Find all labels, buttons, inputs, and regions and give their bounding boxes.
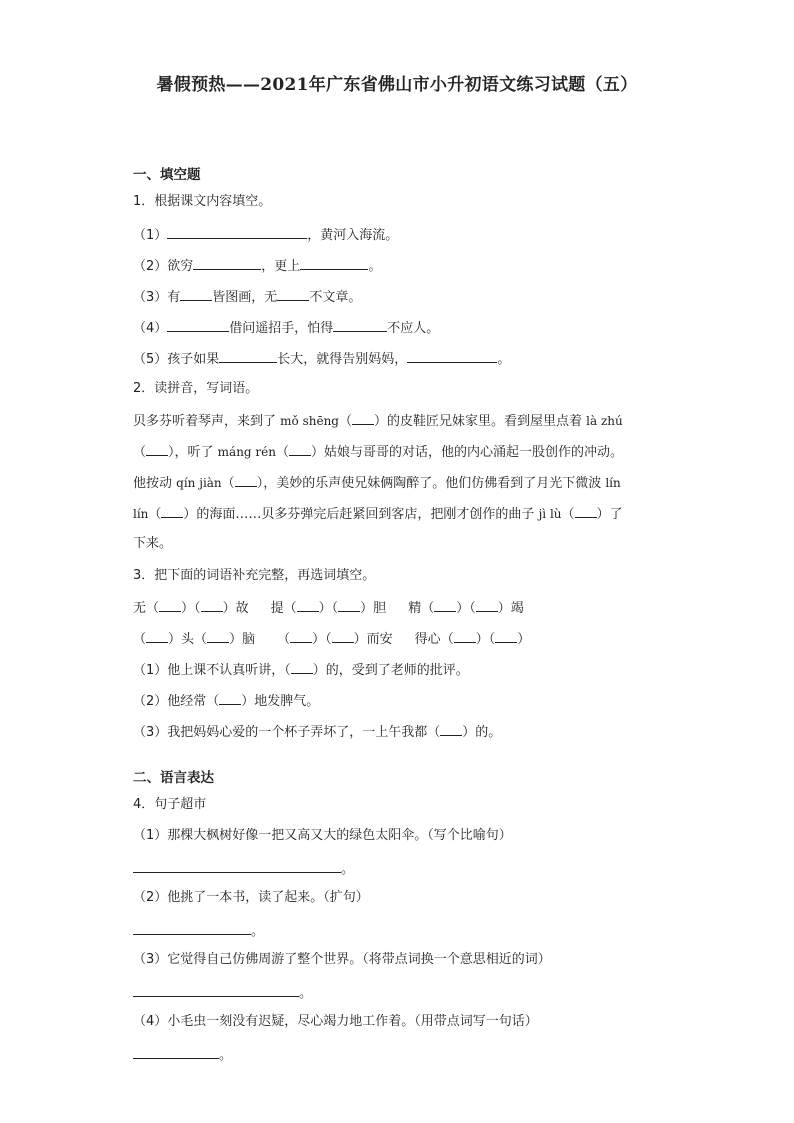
- answer-blank[interactable]: [332, 629, 354, 643]
- section-heading-fill-in: 一、填空题: [133, 167, 201, 183]
- paren: ）: [456, 601, 470, 616]
- answer-blank[interactable]: [434, 598, 456, 612]
- answer-blank[interactable]: [207, 629, 229, 643]
- paren: （: [440, 632, 454, 647]
- period: 。: [219, 1048, 233, 1063]
- q4-answer-line-3: [133, 982, 312, 1003]
- passage-text: 他按动: [133, 476, 173, 491]
- answer-blank[interactable]: [575, 504, 597, 518]
- q4-item-2: （2）他挑了一本书，读了起来。（扩句）: [133, 890, 369, 905]
- answer-blank[interactable]: [291, 660, 313, 674]
- item-text: 借问遥招手，怕得: [229, 321, 334, 336]
- question-4-stem: 4．句子超市: [133, 797, 207, 812]
- paren: （: [284, 663, 291, 678]
- pinyin: qín jiàn: [176, 476, 222, 490]
- item-number: （4）: [133, 321, 168, 336]
- item-text: ，黄河入海流。: [307, 228, 399, 243]
- q1-item-2: [133, 255, 381, 276]
- paren: （: [331, 601, 339, 616]
- answer-blank[interactable]: [159, 598, 181, 612]
- question-2-stem: 2．读拼音，写词语。: [133, 381, 259, 396]
- item-text: 欲穷: [167, 259, 194, 274]
- answer-blank[interactable]: [300, 255, 368, 270]
- answer-blank[interactable]: [133, 1044, 219, 1059]
- answer-blank[interactable]: [440, 722, 462, 736]
- q4-item-1: （1）那棵大枫树好像一把又高又大的绿色太阳伞。（写个比喻句）: [133, 828, 512, 843]
- period: 。: [251, 924, 265, 939]
- q3-sentence-1: [133, 660, 469, 680]
- idiom-char: 而安: [366, 632, 393, 647]
- q4-answer-line-1: [133, 858, 354, 879]
- sentence-text: ）的，受到了老师的批评。: [312, 663, 469, 678]
- passage-text: ）的皮鞋匠兄妹家里。看到屋里点着: [374, 414, 583, 429]
- item-text: 。: [368, 259, 382, 274]
- q1-item-4: [133, 317, 439, 338]
- item-number: （1）: [133, 228, 168, 243]
- paren: （: [133, 445, 147, 460]
- paren: （: [325, 632, 332, 647]
- paren: （: [133, 632, 147, 647]
- q4-answer-line-2: [133, 920, 264, 941]
- pinyin: là zhú: [586, 414, 623, 428]
- paren: ）: [318, 601, 332, 616]
- paren: （: [206, 694, 220, 709]
- idiom-char: 故: [235, 601, 249, 616]
- item-text: 不应人。: [387, 321, 440, 336]
- paren: （: [561, 507, 575, 522]
- item-text: 有: [167, 290, 181, 305]
- paren: ）: [229, 632, 243, 647]
- passage-text: ）姑娘与哥哥的对话，他的内心涌起一股创作的冲动。: [311, 445, 624, 460]
- item-number: （2）: [133, 259, 168, 274]
- answer-blank[interactable]: [290, 629, 312, 643]
- sentence-text: （2）他经常: [133, 694, 207, 709]
- answer-blank[interactable]: [167, 224, 307, 239]
- answer-blank[interactable]: [219, 691, 241, 705]
- idiom-char: 得心: [414, 632, 441, 647]
- section-heading-expression: 二、语言表达: [133, 770, 214, 786]
- passage-text: ）了: [596, 507, 623, 522]
- sentence-text: （1）他上课不认真听讲，: [133, 663, 285, 678]
- question-1-stem: 1．根据课文内容填空。: [133, 194, 272, 209]
- paren: （: [283, 601, 297, 616]
- paren: ）: [222, 601, 236, 616]
- pinyin: mǒ shēng: [280, 414, 339, 428]
- answer-blank[interactable]: [193, 255, 261, 270]
- paren: ）: [497, 601, 511, 616]
- answer-blank[interactable]: [235, 473, 257, 487]
- paren: （: [146, 601, 160, 616]
- idiom-char: 无: [133, 601, 147, 616]
- q3-idioms-row-2: [133, 629, 530, 649]
- answer-blank[interactable]: [352, 411, 374, 425]
- sentence-text: ）地发脾气。: [241, 694, 320, 709]
- answer-blank[interactable]: [219, 348, 277, 363]
- paren: ）: [353, 632, 367, 647]
- answer-blank[interactable]: [495, 629, 517, 643]
- paren: （: [338, 414, 352, 429]
- q2-paragraph-line-5: 下来。: [133, 536, 173, 551]
- answer-blank[interactable]: [161, 504, 183, 518]
- answer-blank[interactable]: [133, 858, 341, 873]
- answer-blank[interactable]: [133, 920, 251, 935]
- q3-idioms-row-1: [133, 598, 524, 618]
- q2-paragraph-line-2: [133, 442, 623, 462]
- q1-item-5: [133, 348, 510, 369]
- answer-blank[interactable]: [407, 348, 497, 363]
- paren: （: [469, 601, 476, 616]
- paren: （: [277, 632, 291, 647]
- period: 。: [341, 862, 355, 877]
- q2-paragraph-line-3: [133, 473, 621, 493]
- idiom-char: 头: [181, 632, 195, 647]
- paren: （: [194, 601, 201, 616]
- q1-item-3: [133, 286, 361, 307]
- pinyin: lín: [605, 476, 621, 490]
- q4-item-3: （3）它觉得自己仿佛周游了整个世界。（将带点词换一个意思相近的词）: [133, 952, 551, 967]
- item-text: 皆图画，无: [212, 290, 278, 305]
- item-text: 不文章。: [309, 290, 362, 305]
- paren: ）: [312, 632, 326, 647]
- passage-text: ）的海面……贝多芬弹完后赶紧回到客店，把刚才创作的曲子: [183, 507, 535, 522]
- answer-blank[interactable]: [146, 442, 168, 456]
- idiom-char: 竭: [510, 601, 524, 616]
- q1-item-1: [133, 224, 398, 245]
- answer-blank[interactable]: [180, 286, 212, 301]
- answer-blank[interactable]: [297, 598, 319, 612]
- question-3-stem: 3．把下面的词语补充完整，再选词填空。: [133, 568, 376, 583]
- paren: （: [427, 725, 441, 740]
- q3-sentence-2: [133, 691, 319, 711]
- answer-blank[interactable]: [454, 629, 476, 643]
- item-text: 长大，就得告别妈妈，: [277, 352, 408, 367]
- paren: （: [221, 476, 235, 491]
- paren: （: [148, 507, 162, 522]
- paren: ）: [475, 632, 489, 647]
- answer-blank[interactable]: [133, 982, 299, 997]
- answer-blank[interactable]: [333, 317, 387, 332]
- q3-sentence-3: [133, 722, 501, 742]
- pinyin: jì lù: [538, 507, 562, 521]
- paren: （: [276, 445, 290, 460]
- paren: ）: [168, 632, 182, 647]
- paren: ）: [360, 601, 374, 616]
- paren: （: [421, 601, 435, 616]
- paren: ）: [517, 632, 531, 647]
- pinyin: máng rén: [217, 445, 276, 459]
- sentence-text: （3）我把妈妈心爱的一个杯子弄坏了，一上午我都: [133, 725, 428, 740]
- answer-blank[interactable]: [338, 598, 360, 612]
- page-title: 暑假预热——2021年广东省佛山市小升初语文练习试题（五）: [156, 75, 638, 95]
- q4-item-4: （4）小毛虫一刻没有迟疑，尽心竭力地工作着。（用带点词写一句话）: [133, 1014, 538, 1029]
- answer-blank[interactable]: [167, 317, 229, 332]
- passage-text: ），美妙的乐声使兄妹俩陶醉了。他们仿佛看到了月光下微波: [256, 476, 602, 491]
- item-number: （5）: [133, 352, 168, 367]
- item-text: ，更上: [261, 259, 301, 274]
- paren: ）: [181, 601, 195, 616]
- paren: （: [488, 632, 496, 647]
- sentence-text: ）的。: [462, 725, 502, 740]
- idiom-char: 提: [270, 601, 284, 616]
- q2-paragraph-line-4: [133, 504, 623, 524]
- passage-text: 贝多芬听着琴声，来到了: [133, 414, 277, 429]
- paren: （: [194, 632, 208, 647]
- answer-blank[interactable]: [476, 598, 498, 612]
- idiom-char: 精: [408, 601, 422, 616]
- q2-paragraph-line-1: [133, 411, 623, 431]
- item-text: 。: [497, 352, 511, 367]
- idiom-char: 脑: [242, 632, 256, 647]
- period: 。: [299, 986, 313, 1001]
- pinyin: lín: [133, 507, 149, 521]
- answer-blank[interactable]: [201, 598, 223, 612]
- answer-blank[interactable]: [146, 629, 168, 643]
- q4-answer-line-4: [133, 1044, 232, 1065]
- idiom-char: 胆: [373, 601, 387, 616]
- item-number: （3）: [133, 290, 168, 305]
- passage-text: ），听了: [168, 445, 214, 460]
- answer-blank[interactable]: [277, 286, 309, 301]
- item-text: 孩子如果: [167, 352, 220, 367]
- answer-blank[interactable]: [289, 442, 311, 456]
